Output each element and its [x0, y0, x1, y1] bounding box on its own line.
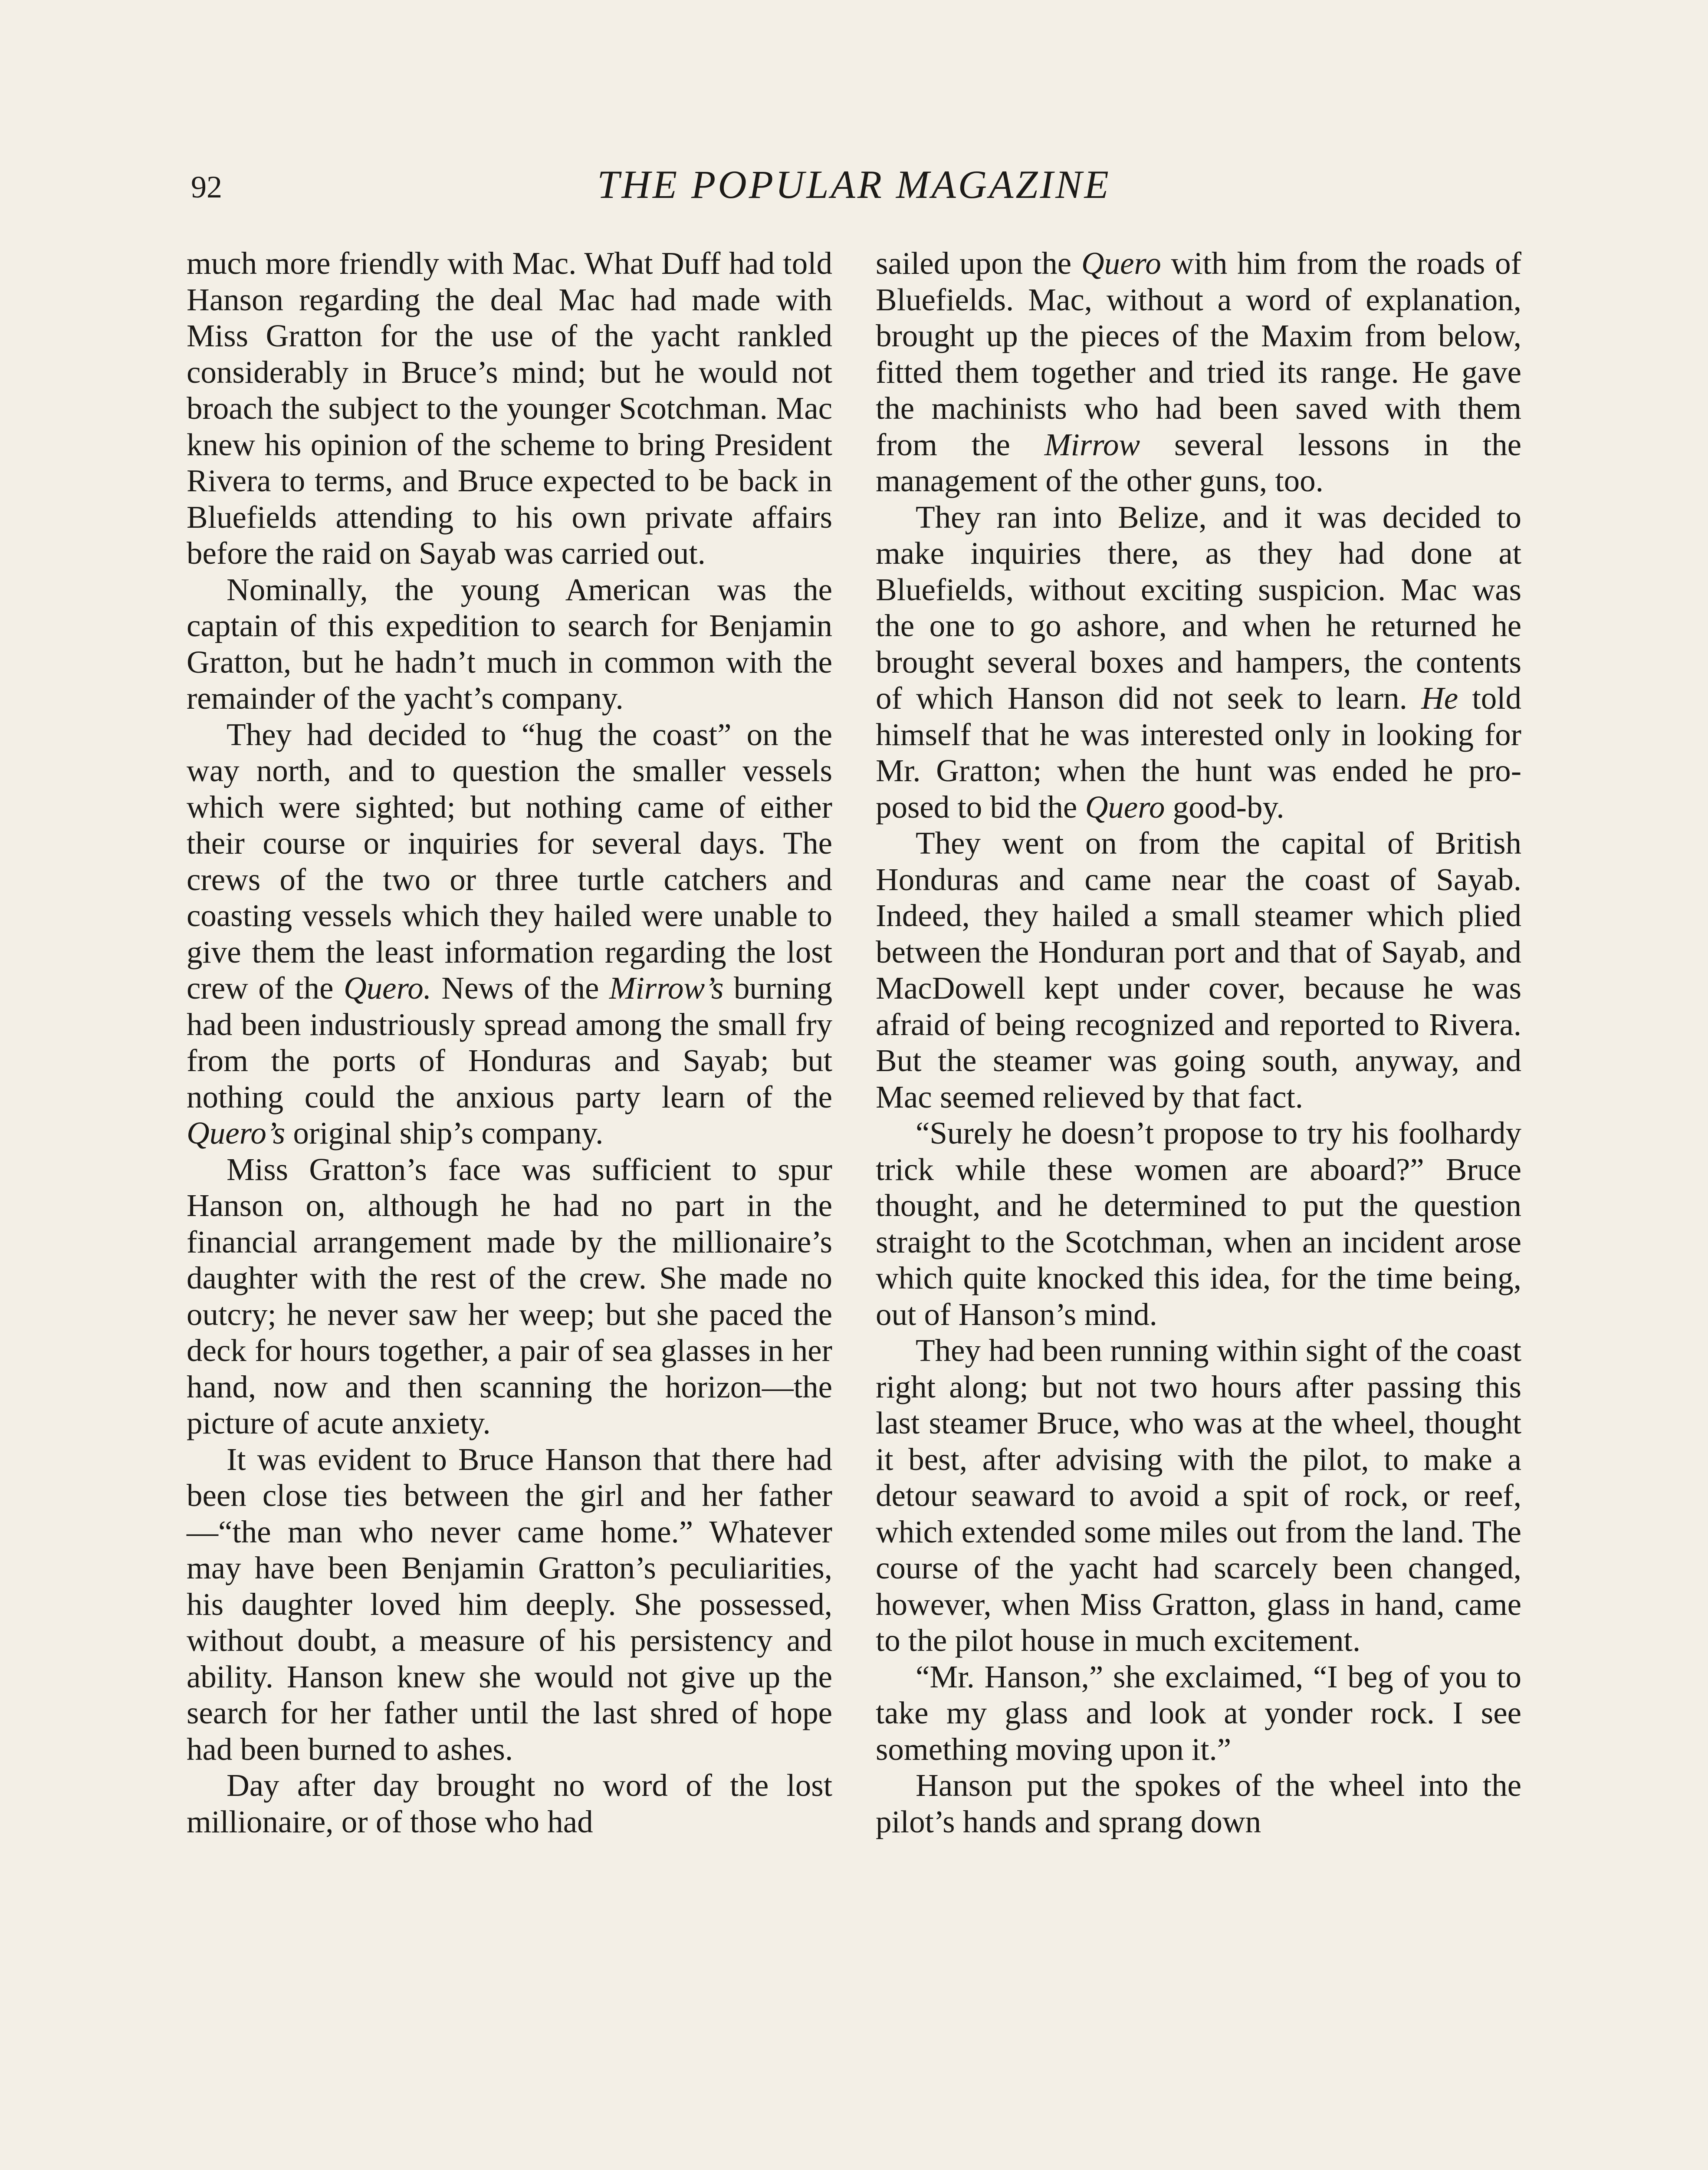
- text-run: News of the: [431, 970, 609, 1006]
- text-run: burning had been industriously spread among the small fry from the ports of Honduras and Sayab; but nothing could the anxious party learn of the: [187, 970, 832, 1115]
- paragraph: [876, 1767, 1521, 1840]
- paragraph: [187, 1767, 832, 1840]
- running-head: THE POPULAR MAGAZINE: [597, 162, 1111, 207]
- text-run: good-by.: [1165, 789, 1284, 825]
- text-run: several lessons in the management of the other guns, too.: [876, 427, 1521, 498]
- text-run: told himself that he was interested only in looking for Mr. Gratton; when the hunt was ended he proposed to bid the: [876, 681, 1521, 825]
- paragraph: [876, 1115, 1521, 1332]
- text-run: They went on from the capital of British Honduras and came near the coast of Sayab. Indeed, they hailed a small steamer which plied between the Honduran port and that of Sayab, and MacDowell kept under cover, because he was afraid of being recognized and reported to Rivera. But the steamer was going south, anyway, and Mac seemed relieved by that fact.: [876, 825, 1521, 1115]
- paragraph: [187, 245, 832, 572]
- left-column: [187, 245, 832, 2170]
- paragraph: [876, 245, 1521, 499]
- text-run: Nominally, the young American was the captain of this expedition to search for Benjamin Gratton, but he hadn’t much in common with the remainder of the yacht’s company.: [187, 572, 832, 716]
- text-columns: [187, 245, 1521, 2170]
- text-run: They ran into Belize, and it was decided to make inquiries there, as they had done at Bluefields, without exciting suspicion. Mac was the one to go ashore, and when he returned he brought several boxes and hampers, the contents of which Hanson did not seek to learn.: [876, 499, 1521, 716]
- text-run: They had been running within sight of the coast right along; but not two hours after passing this last steamer Bruce, who was at the wheel, thought it best, after advising with the pilot, to make a detour seaward to avoid a spit of rock, or reef, which extended some miles out from the land. The course of the yacht had scarcely been changed, however, when Miss Gratton, glass in hand, came to the pilot house in much excitement.: [876, 1333, 1521, 1658]
- paragraph: [876, 825, 1521, 1115]
- page-number: 92: [191, 170, 222, 204]
- text-run: Hanson put the spokes of the wheel into the pilot’s hands and sprang down: [876, 1768, 1521, 1839]
- text-run: They had decided to “hug the coast” on the way north, and to question the smaller vessels which were sighted; but nothing came of either their course or inquiries for several days. The crews of the two or three turtle catchers and coasting vessels which they hailed were unable to give them the least information regarding the lost crew of the: [187, 717, 832, 1006]
- paragraph: [876, 1659, 1521, 1768]
- text-run: much more friendly with Mac. What Duff had told Hanson regarding the deal Mac had made with Miss Gratton for the use of the yacht rankled considerably in Bruce’s mind; but he would not broach the subject to the younger Scotchman. Mac knew his opinion of the scheme to bring President Rivera to terms, and Bruce expected to be back in Bluefields attending to his own private affairs before the raid on Sayab was carried out.: [187, 246, 832, 571]
- text-run: Day after day brought no word of the lost millionaire, or of those who had: [187, 1768, 832, 1839]
- text-run: original ship’s company.: [285, 1115, 604, 1151]
- text-run: “Surely he doesn’t propose to try his foolhardy trick while these women are aboard?” Bruce thought, and he determined to put the question straight to the Scotchman, when an incident arose which quite knocked this idea, for the time being, out of Hanson’s mind.: [876, 1115, 1521, 1332]
- italic-text: He: [1421, 681, 1458, 716]
- italic-text: Quero.: [343, 970, 432, 1006]
- italic-text: Quero’s: [187, 1115, 286, 1151]
- text-run: sailed upon the: [876, 246, 1081, 281]
- italic-text: Mirrow: [1044, 427, 1140, 462]
- right-column: [876, 245, 1521, 2170]
- page-header: [0, 161, 1708, 218]
- italic-text: Quero: [1081, 246, 1161, 281]
- text-run: Miss Gratton’s face was sufficient to spur Hanson on, although he had no part in the financial arrangement made by the millionaire’s daughter with the rest of the crew. She made no outcry; he never saw her weep; but she paced the deck for hours together, a pair of sea glasses in her hand, now and then scanning the horizon—the picture of acute anxiety.: [187, 1151, 832, 1440]
- paragraph: [187, 717, 832, 1151]
- paragraph: [187, 1151, 832, 1441]
- text-run: with him from the roads of Bluefields. Mac, without a word of explanation, brought up the pieces of the Maxim from below, fitted them together and tried its range. He gave the machinists who had been saved with them from the: [876, 246, 1521, 462]
- text-run: It was evident to Bruce Hanson that there had been close ties between the girl and her father—“the man who never came home.” Whatever may have been Benjamin Gratton’s peculiarities, his daughter loved him deeply. She possessed, without doubt, a measure of his persistency and ability. Hanson knew she would not give up the search for her father until the last shred of hope had been burned to ashes.: [187, 1441, 832, 1767]
- paragraph: [876, 499, 1521, 825]
- text-run: “Mr. Hanson,” she exclaimed, “I beg of you to take my glass and look at yonder rock. I see something moving upon it.”: [876, 1659, 1521, 1767]
- paragraph: [876, 1332, 1521, 1659]
- italic-text: Mirrow’s: [609, 970, 724, 1006]
- italic-text: Quero: [1085, 789, 1165, 825]
- paragraph: [187, 572, 832, 717]
- paragraph: [187, 1441, 832, 1768]
